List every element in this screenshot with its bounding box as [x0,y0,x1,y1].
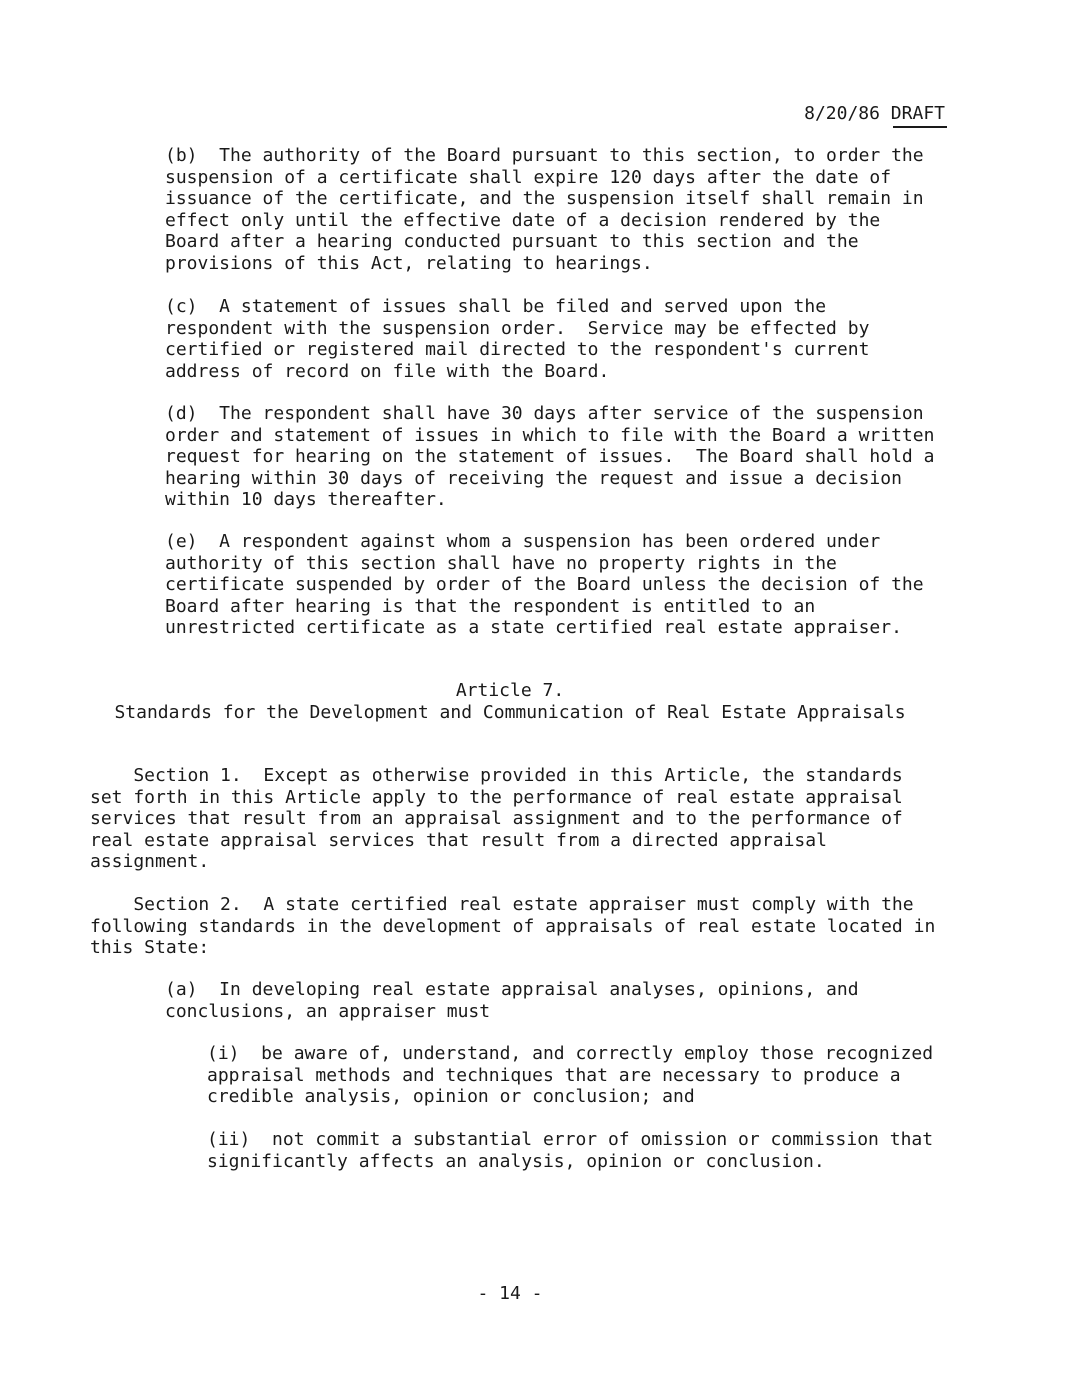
section-line: significantly affects an analysis, opinion or conclusion. [207,1150,825,1172]
paragraph-line: within 10 days thereafter. [165,489,447,510]
draft-label: 8/20/86 DRAFT [804,103,945,124]
paragraph-line: issuance of the certificate, and the suspension itself shall remain in [165,188,924,209]
section-line: this State: [90,937,210,958]
section-line: (ii) not commit a substantial error of omission or commission that [207,1129,934,1150]
paragraph-line: order and statement of issues in which to file with the Board a written [165,424,935,446]
section-line: conclusions, an appraiser must [165,1000,491,1022]
paragraph-line: Board after a hearing conducted pursuant to this section and the [165,231,859,252]
paragraph-line: suspension of a certificate shall expire 120 days after the date of [165,166,892,188]
section-line: Section 1. Except as otherwise provided in this Article, the standards [90,765,903,786]
paragraph-line: (c) A statement of issues shall be filed and served upon the [165,296,827,317]
article-title: Standards for the Development and Communication of Real Estate Appraisals [114,701,906,723]
section-line: Section 2. A state certified real estate appraiser must comply with the [90,894,914,915]
section-line: real estate appraisal services that result from a directed appraisal [90,829,827,851]
paragraph-line: request for hearing on the statement of issues. The Board shall hold a [165,446,935,467]
section-line: set forth in this Article apply to the performance of real estate appraisal [90,786,903,808]
page-number: - 14 - [477,1283,543,1304]
paragraph-line: (b) The authority of the Board pursuant to this section, to order the [165,145,924,166]
paragraph-line: authority of this section shall have no property rights in the [165,552,837,574]
paragraph-line: provisions of this Act, relating to hearings. [165,252,653,274]
section-line: appraisal methods and techniques that are necessary to produce a [207,1064,901,1086]
paragraph-line: Board after hearing is that the respondent is entitled to an [165,595,816,617]
paragraph-line: (d) The respondent shall have 30 days after service of the suspension [165,403,924,424]
section-line: (a) In developing real estate appraisal analyses, opinions, and [165,979,859,1000]
paragraph-line: certified or registered mail directed to the respondent's current [165,339,870,360]
section-line: services that result from an appraisal assignment and to the performance of [90,808,903,829]
draft-underline [893,126,947,128]
section-line: (i) be aware of, understand, and correctly employ those recognized [207,1043,934,1064]
section-line: credible analysis, opinion or conclusion; and [207,1086,695,1107]
paragraph-line: address of record on file with the Board. [165,360,610,382]
paragraph-line: (e) A respondent against whom a suspension has been ordered under [165,531,881,552]
paragraph-line: effect only until the effective date of a decision rendered by the [165,209,881,231]
article-number: Article 7. [455,680,565,701]
paragraph-line: certificate suspended by order of the Board unless the decision of the [165,574,924,595]
paragraph-line: respondent with the suspension order. Service may be effected by [165,317,870,339]
section-line: assignment. [90,851,210,872]
paragraph-line: unrestricted certificate as a state certified real estate appraiser. [165,617,902,638]
section-line: following standards in the development of appraisals of real estate located in [90,915,936,937]
paragraph-line: hearing within 30 days of receiving the request and issue a decision [165,467,902,489]
